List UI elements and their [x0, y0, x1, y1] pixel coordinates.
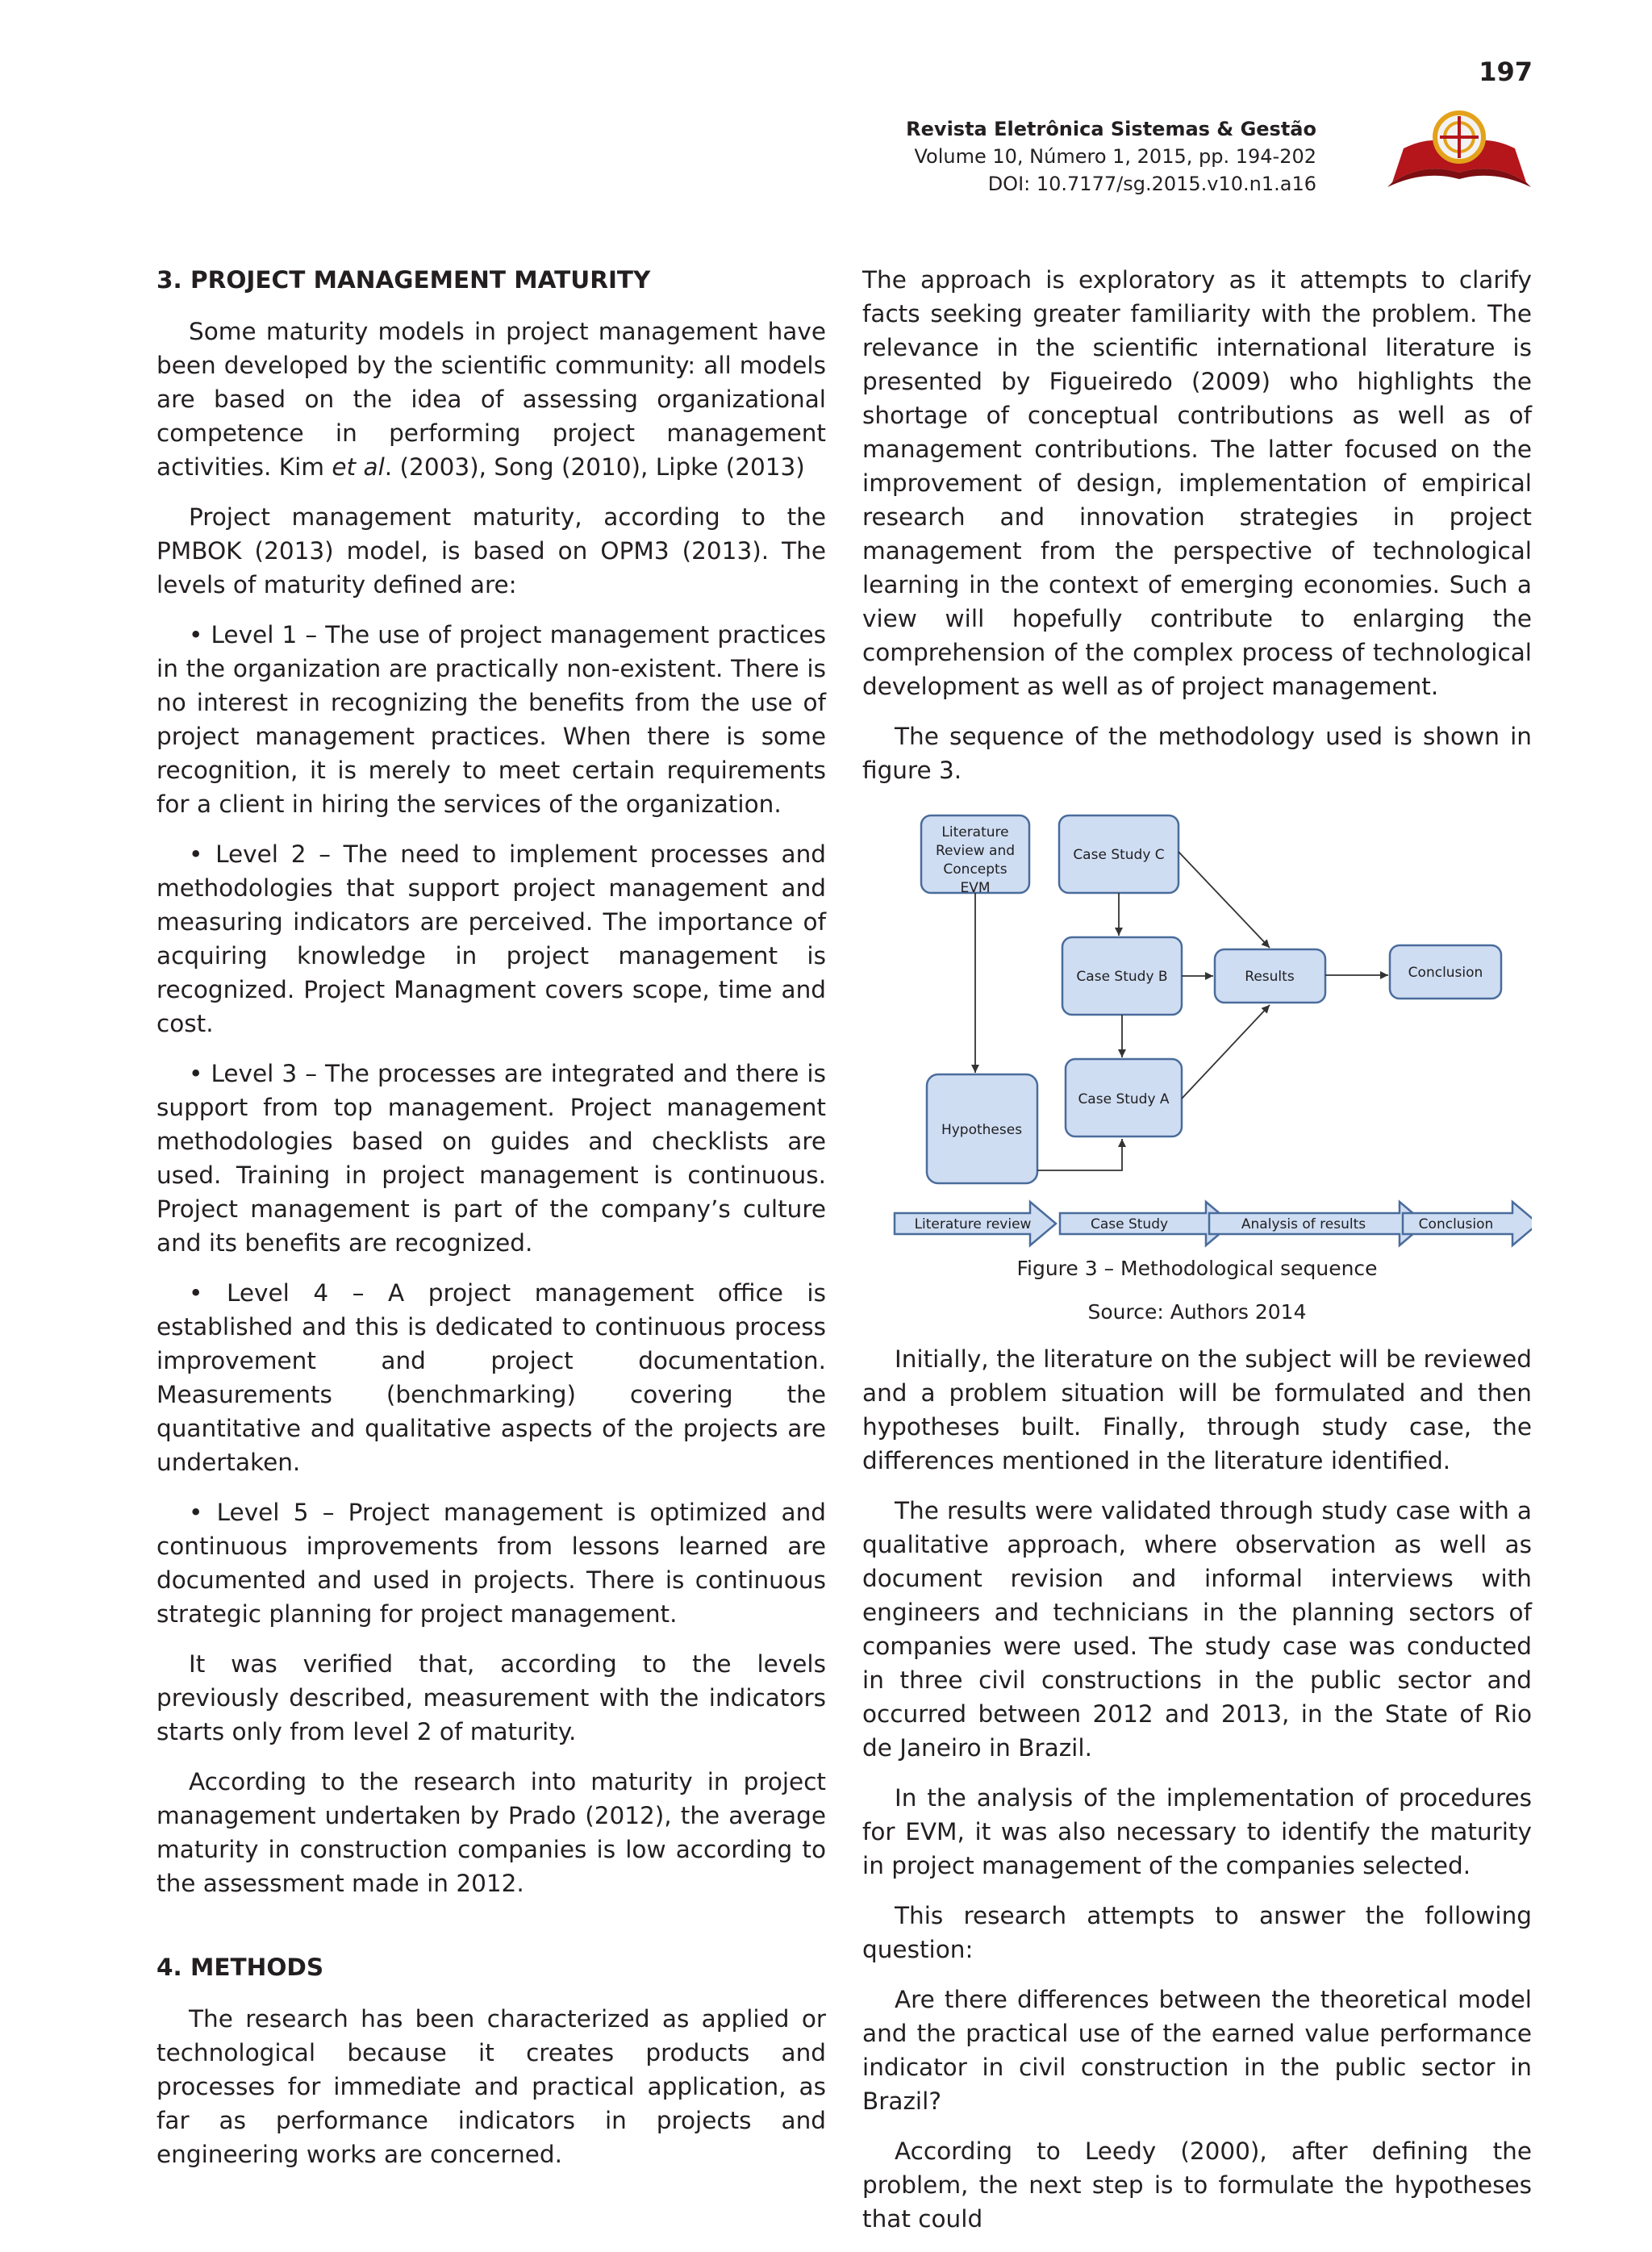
- label-conclusion: Conclusion: [1408, 965, 1483, 981]
- paragraph: In the analysis of the implementation of procedures for EVM, it was also necessary to identify the maturity in project management of the companies selected.: [862, 1784, 1532, 1879]
- paragraph: According to Leedy (2000), after defining the problem, the next step is to formulate the hypotheses that could: [862, 2137, 1532, 2233]
- paragraph: This research attempts to answer the following question:: [862, 1902, 1532, 1963]
- label-case-study-c: Case Study C: [1073, 847, 1165, 863]
- lit-line-1: Literature: [941, 824, 1009, 840]
- lit-line-3: Concepts: [943, 861, 1007, 878]
- paragraph: The results were validated through study case with a qualitative approach, where observation as well as document revision and informal interviews with engineers and technicians in the planning sectors of companies were used. The study case was conducted in three civil constructions in the public sector and occurred between 2012 and 2013, in the State of Rio de Janeiro in Brazil.: [862, 1497, 1532, 1762]
- paragraph: The sequence of the methodology used is shown in figure 3.: [862, 723, 1532, 784]
- phase-literature-review: Literature review: [914, 1216, 1032, 1232]
- paragraph: Some maturity models in project management have been developed by the scientific community: all models are based on the idea of assessing organizational competence in performing project management activities. Kim et al. (2003), Song (2010), Lipke (2013): [156, 318, 826, 481]
- label-case-study-b: Case Study B: [1076, 969, 1168, 985]
- phase-analysis: Analysis of results: [1241, 1216, 1366, 1232]
- label-results: Results: [1245, 969, 1295, 985]
- et-al: et al: [332, 453, 385, 481]
- page-number: 197: [1479, 56, 1533, 87]
- journal-doi: DOI: 10.7177/sg.2015.v10.n1.a16: [987, 173, 1316, 195]
- paragraph: The approach is exploratory as it attempts to clarify facts seeking greater familiarity with the problem. The relevance in the scientific international literature is presented by Figueiredo (2009) who highlights the shortage of conceptual contributions as well as of management contributions. The latter focused on the improvement of design, implementation of empirical research and innovation strategies in project management from the perspective of technological learning in the context of emerging economies. Such a view will hopefully contribute to enlarging the comprehension of the complex process of technological development as well as of project management.: [862, 266, 1532, 700]
- section-4-heading: 4. METHODS: [156, 1954, 324, 1981]
- methodology-diagram: [862, 803, 1532, 1255]
- figure-3: [862, 803, 1532, 1255]
- paragraph: Initially, the literature on the subject will be reviewed and a problem situation will be formulated and then hypotheses built. Finally, through study case, the differences mentioned in the literature identified.: [862, 1345, 1532, 1474]
- journal-header: [906, 115, 1316, 198]
- maturity-level-1: • Level 1 – The use of project management practices in the organization are practically non-existent. There is no interest in recognizing the benefits from the use of project management practices. When there is some recognition, it is merely to meet certain requirements for a client in hiring the services of the organization.: [156, 621, 826, 818]
- label-case-study-a: Case Study A: [1078, 1091, 1170, 1107]
- paragraph: The research has been characterized as applied or technological because it creates products and processes for immediate and practical application, as far as performance indicators in projects and engineering works are concerned.: [156, 2005, 826, 2168]
- journal-title: Revista Eletrônica Sistemas & Gestão: [906, 118, 1316, 140]
- maturity-level-2: • Level 2 – The need to implement processes and methodologies that support project management and measuring indicators are perceived. The importance of acquiring knowledge in project management is recognized. Project Managment covers scope, time and cost.: [156, 840, 826, 1037]
- phase-conclusion: Conclusion: [1418, 1216, 1494, 1232]
- paragraph: Project management maturity, according to the PMBOK (2013) model, is based on OPM3 (2013). The levels of maturity defined are:: [156, 503, 826, 598]
- journal-logo: [1384, 105, 1534, 195]
- journal-volume: Volume 10, Número 1, 2015, pp. 194-202: [914, 145, 1316, 168]
- paragraph: According to the research into maturity in project management undertaken by Prado (2012), the average maturity in construction companies is low according to the assessment made in 2012.: [156, 1768, 826, 1897]
- maturity-level-4: • Level 4 – A project management office is established and this is dedicated to continuous process improvement and project documentation. Measurements (benchmarking) covering the quantitative and qualitative aspects of the projects are undertaken.: [156, 1279, 826, 1476]
- figure-source: Source: Authors 2014: [1087, 1300, 1307, 1324]
- phase-case-study: Case Study: [1090, 1216, 1169, 1232]
- right-column: [862, 263, 1532, 2252]
- maturity-level-5: • Level 5 – Project management is optimized and continuous improvements from lessons learned are documented and used in projects. There is continuous strategic planning for project management.: [156, 1499, 826, 1628]
- section-3-heading: 3. PROJECT MANAGEMENT MATURITY: [156, 266, 651, 294]
- lit-line-2: Review and: [935, 843, 1016, 859]
- label-hypotheses: Hypotheses: [941, 1122, 1023, 1138]
- paragraph: It was verified that, according to the levels previously described, measurement with the indicators starts only from level 2 of maturity.: [156, 1650, 826, 1745]
- paragraph: Are there differences between the theoretical model and the practical use of the earned value performance indicator in civil construction in the public sector in Brazil?: [862, 1986, 1532, 2115]
- figure-caption: Figure 3 – Methodological sequence: [1016, 1257, 1378, 1280]
- lit-line-4: EVM: [960, 880, 991, 896]
- maturity-level-3: • Level 3 – The processes are integrated and there is support from top management. Project management methodologies based on guides and checklists are used. Training in project management is continuous. Project management is part of the company’s culture and its benefits are recognized.: [156, 1060, 826, 1257]
- left-column: [156, 263, 826, 2187]
